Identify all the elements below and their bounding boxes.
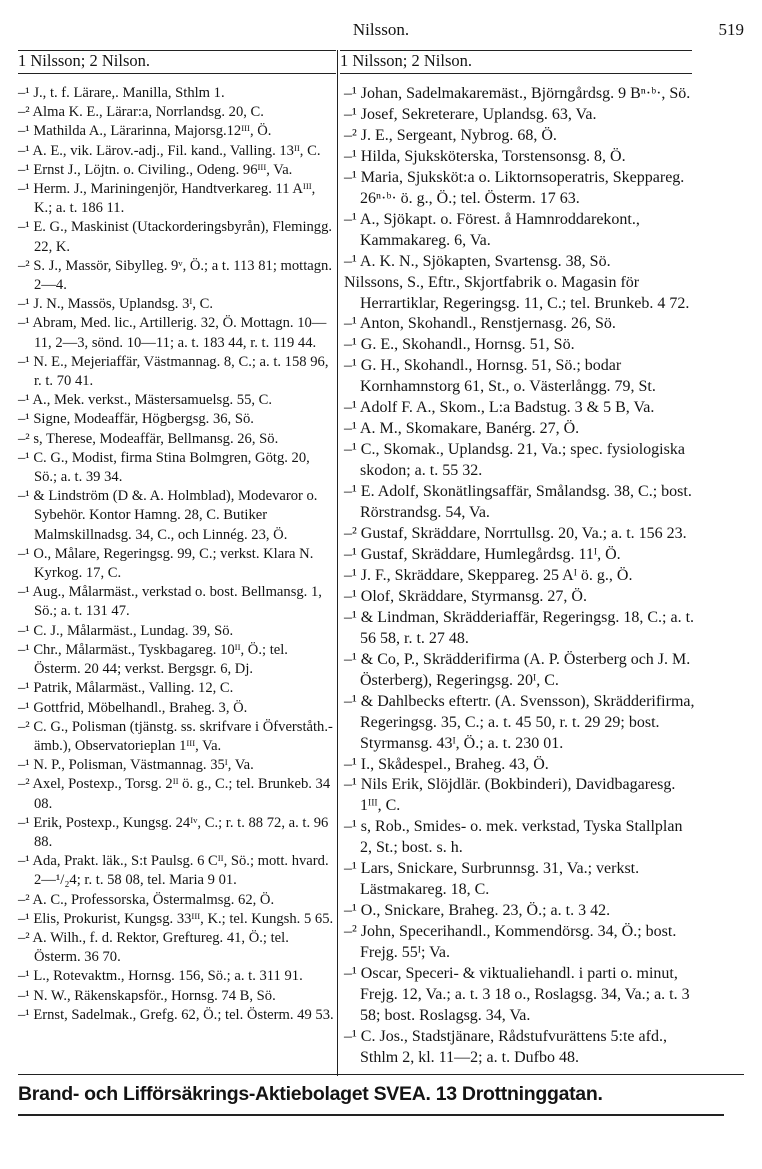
directory-entry: –¹ G. E., Skohandl., Hornsg. 51, Sö. xyxy=(344,336,575,354)
directory-entry: –¹ Elis, Prokurist, Kungsg. 33ᴵᴵᴵ, K.; tel. Kungsh. 5 65. xyxy=(18,910,334,927)
directory-entry: –¹ J. N., Massös, Uplandsg. 3ᴵ, C. xyxy=(18,296,213,313)
directory-entry: –¹ Olof, Skräddare, Styrmansg. 27, Ö. xyxy=(344,587,587,605)
directory-entry: –² A. C., Professorska, Östermalmsg. 62, Ö. xyxy=(18,891,275,908)
directory-entry: –¹ C., Skomak., Uplandsg. 21, Va.; spec. fysiologiska skodon; a. t. 55 32. xyxy=(344,441,689,480)
directory-entry: –¹ A., Mek. verkst., Mästersamuelsg. 55, C. xyxy=(18,392,273,409)
directory-entry: –¹ Hilda, Sjuksköterska, Torstensonsg. 8, Ö. xyxy=(344,147,626,165)
page-number: 519 xyxy=(718,20,744,39)
directory-entry: –¹ Aug., Målarmäst., verkstad o. bost. Bellmansg. 1, Sö.; a. t. 131 47. xyxy=(18,584,326,620)
directory-entry: –² Axel, Postexp., Torsg. 2ᴵᴵ ö. g., C.; tel. Brunkeb. 34 08. xyxy=(18,776,334,812)
column-divider xyxy=(337,50,338,1076)
directory-entry: –¹ Erik, Postexp., Kungsg. 24ᴵᵛ, C.; r. t. 88 72, a. t. 96 88. xyxy=(18,814,333,850)
directory-entry: –² Alma K. E., Lärar:a, Norrlandsg. 20, C. xyxy=(18,104,264,121)
directory-entry: –¹ Gustaf, Skräddare, Humlegårdsg. 11ᴵ, Ö. xyxy=(344,545,621,563)
directory-entry: –¹ Chr., Målarmäst., Tyskbagareg. 10ᴵᴵ, Ö.; tel. Österm. 20 44; verkst. Bergsgr. 6, Dj. xyxy=(18,641,292,678)
directory-entry: –¹ C. Jos., Stadstjänare, Rådstufvurättens 5:te afd., Sthlm 2, kl. 11—2; a. t. Dufbo 48. xyxy=(344,1027,671,1066)
directory-entry: –¹ Patrik, Målarmäst., Valling. 12, C. xyxy=(18,680,234,697)
directory-entry: –¹ Anton, Skohandl., Renstjernasg. 26, Sö. xyxy=(344,315,616,333)
directory-entry: –¹ N. P., Polisman, Västmannag. 35ᴵ, Va. xyxy=(18,757,254,774)
directory-entry: –¹ G. H., Skohandl., Hornsg. 51, Sö.; bodar Kornhamnstorg 61, St., o. Västerlångg. 79, St. xyxy=(344,357,656,396)
directory-entry: –¹ Ernst, Sadelmak., Grefg. 62, Ö.; tel. Österm. 49 53. xyxy=(18,1006,334,1023)
directory-entry: –¹ E. G., Maskinist (Utackorderingsbyrån), Flemingg. 22, K. xyxy=(18,219,336,255)
page-header xyxy=(18,20,744,44)
directory-entry: –¹ O., Snickare, Braheg. 23, Ö.; a. t. 3 42. xyxy=(344,902,611,920)
directory-entry: –² C. G., Polisman (tjänstg. ss. skrifvare i Öfverståth.-ämb.), Observatorieplan 1ᴵᴵᴵ, Va. xyxy=(18,718,333,754)
directory-entry: –¹ & Lindman, Skrädderiaffär, Regeringsg. 18, C.; a. t. 56 58, r. t. 27 48. xyxy=(344,608,699,647)
footer xyxy=(18,1074,744,1115)
footer-rule xyxy=(18,1114,724,1116)
directory-entry: –¹ Lars, Snickare, Surbrunnsg. 31, Va.; verkst. Lästmakareg. 18, C. xyxy=(344,860,644,899)
directory-entry: –¹ Gottfrid, Möbelhandl., Braheg. 3, Ö. xyxy=(18,699,248,716)
directory-entry: –¹ Maria, Sjuksköt:a o. Liktornsoperatris, Skeppareg. 26ⁿ·ᵇ· ö. g., Ö.; tel. Österm. 17 63. xyxy=(344,168,689,207)
directory-entry: –¹ I., Skådespel., Braheg. 43, Ö. xyxy=(344,755,549,773)
directory-entry: –² S. J., Massör, Sibylleg. 9ᵛ, Ö.; a t. 113 81; mottagn. 2—4. xyxy=(18,257,336,294)
directory-entry: –¹ A. K. N., Sjökapten, Svartensg. 38, Sö. xyxy=(344,252,611,270)
directory-entry: –² A. Wilh., f. d. Rektor, Greftureg. 41, Ö.; tel. Österm. 36 70. xyxy=(18,929,293,966)
right-column-heading: 1 Nilsson; 2 Nilson. xyxy=(340,50,692,74)
running-title: Nilsson. xyxy=(352,20,410,39)
directory-entry: –¹ Ernst J., Löjtn. o. Civiling., Odeng. 96ᴵᴵᴵ, Va. xyxy=(18,161,293,178)
directory-entry: –¹ Nils Erik, Slöjdlär. (Bokbinderi), Davidbagaresg. 1ᴵᴵᴵ, C. xyxy=(344,776,680,815)
directory-entry: –¹ Adolf F. A., Skom., L:a Badstug. 3 & 5 B, Va. xyxy=(344,399,655,417)
directory-entry: –² s, Therese, Modeaffär, Bellmansg. 26, Sö. xyxy=(18,430,279,447)
left-column xyxy=(18,84,336,1025)
directory-entry: –¹ O., Målare, Regeringsg. 99, C.; verkst. Klara N. Kyrkog. 17, C. xyxy=(18,545,318,582)
directory-entry: Nilssons, S., Eftr., Skjortfabrik o. Magasin för Herrartiklar, Regeringsg. 11, C.; tel. Brunkeb. 4 72. xyxy=(344,273,690,312)
directory-entry: –¹ Johan, Sadelmakaremäst., Björngårdsg. 9 Bⁿ·ᵇ·, Sö. xyxy=(344,85,691,102)
directory-entry: –¹ L., Rotevaktm., Hornsg. 156, Sö.; a. t. 311 91. xyxy=(18,968,303,985)
directory-entry: –¹ E. Adolf, Skonätlingsaffär, Smålandsg. 38, C.; bost. Rörstrandsg. 54, Va. xyxy=(344,483,696,522)
directory-entry: –¹ Abram, Med. lic., Artillerig. 32, Ö. Mottagn. 10—11, 2—3, sönd. 10—11; a. t. 183 44, r. t. 119 44. xyxy=(18,315,327,351)
left-column-heading: 1 Nilsson; 2 Nilson. xyxy=(18,50,336,74)
directory-entry: –¹ C. J., Målarmäst., Lundag. 39, Sö. xyxy=(18,622,234,639)
directory-entry: –¹ J., t. f. Lärare,. Manilla, Sthlm 1. xyxy=(18,85,225,101)
directory-entry: –¹ N. E., Mejeriaffär, Västmannag. 8, C.; a. t. 158 96, r. t. 70 41. xyxy=(18,353,333,390)
directory-entry: –¹ & Co, P., Skrädderifirma (A. P. Österberg och J. M. Österberg), Regeringsg. 20ᴵ, C. xyxy=(344,650,695,689)
directory-entry: –¹ Josef, Sekreterare, Uplandsg. 63, Va. xyxy=(344,105,597,123)
directory-entry: –² J. E., Sergeant, Nybrog. 68, Ö. xyxy=(344,126,557,144)
directory-entry: –¹ A., Sjökapt. o. Förest. å Hamnroddarekont., Kammakareg. 6, Va. xyxy=(344,210,644,249)
footer-advertisement: Brand- och Lifförsäkrings-Aktiebolaget SVEA. 13 Drottninggatan. xyxy=(18,1083,603,1105)
directory-entry: –¹ Ada, Prakt. läk., S:t Paulsg. 6 Cᴵᴵ, Sö.; mott. hvard. 2—¹/₂4; r. t. 58 08, tel. Maria 9 01. xyxy=(18,853,333,889)
directory-entry: –¹ Mathilda A., Lärarinna, Majorsg.12ᴵᴵᴵ, Ö. xyxy=(18,123,272,140)
directory-entry: –¹ & Lindström (D &. A. Holmblad), Modevaror o. Sybehör. Kontor Hamng. 28, C. Butiker Malmskillnadsg. 34, C., och Linnég. 23, Ö. xyxy=(18,488,322,543)
right-column xyxy=(344,84,699,1069)
directory-entry: –¹ A. M., Skomakare, Banérg. 27, Ö. xyxy=(344,420,580,438)
directory-entry: –¹ Oscar, Speceri- & viktualiehandl. i parti o. minut, Frejg. 12, Va.; a. t. 3 18 o., Roslagsg. 34, Va.; a. t. 3 58; bost. Roslagsg. 34, Va. xyxy=(344,965,694,1024)
directory-entry: –¹ Signe, Modeaffär, Högbergsg. 36, Sö. xyxy=(18,411,254,428)
directory-entry: –¹ J. F., Skräddare, Skeppareg. 25 Aᴵ ö. g., Ö. xyxy=(344,566,633,584)
directory-entry: –¹ s, Rob., Smides- o. mek. verkstad, Tyska Stallplan 2, St.; bost. s. h. xyxy=(344,818,687,857)
directory-entry: –² John, Specerihandl., Kommendörsg. 34, Ö.; bost. Frejg. 55ᴵ; Va. xyxy=(344,923,681,962)
directory-entry: –¹ & Dahlbecks eftertr. (A. Svensson), Skrädderifirma, Regeringsg. 35, C.; a. t. 45 50, r. t. 29 29; bost. Styrmansg. 43ᴵ, Ö.; a. t. 230 01. xyxy=(344,692,699,752)
directory-entry: –¹ A. E., vik. Lärov.-adj., Fil. kand., Valling. 13ᴵᴵ, C. xyxy=(18,142,321,159)
directory-entry: –¹ N. W., Räkenskapsför., Hornsg. 74 B, Sö. xyxy=(18,987,276,1004)
directory-entry: –¹ C. G., Modist, firma Stina Bolmgren, Götg. 20, Sö.; a. t. 39 34. xyxy=(18,449,314,486)
directory-entry: –¹ Herm. J., Mariningenjör, Handtverkareg. 11 Aᴵᴵᴵ, K.; a. t. 186 11. xyxy=(18,181,319,217)
directory-entry: –² Gustaf, Skräddare, Norrtullsg. 20, Va.; a. t. 156 23. xyxy=(344,525,687,543)
